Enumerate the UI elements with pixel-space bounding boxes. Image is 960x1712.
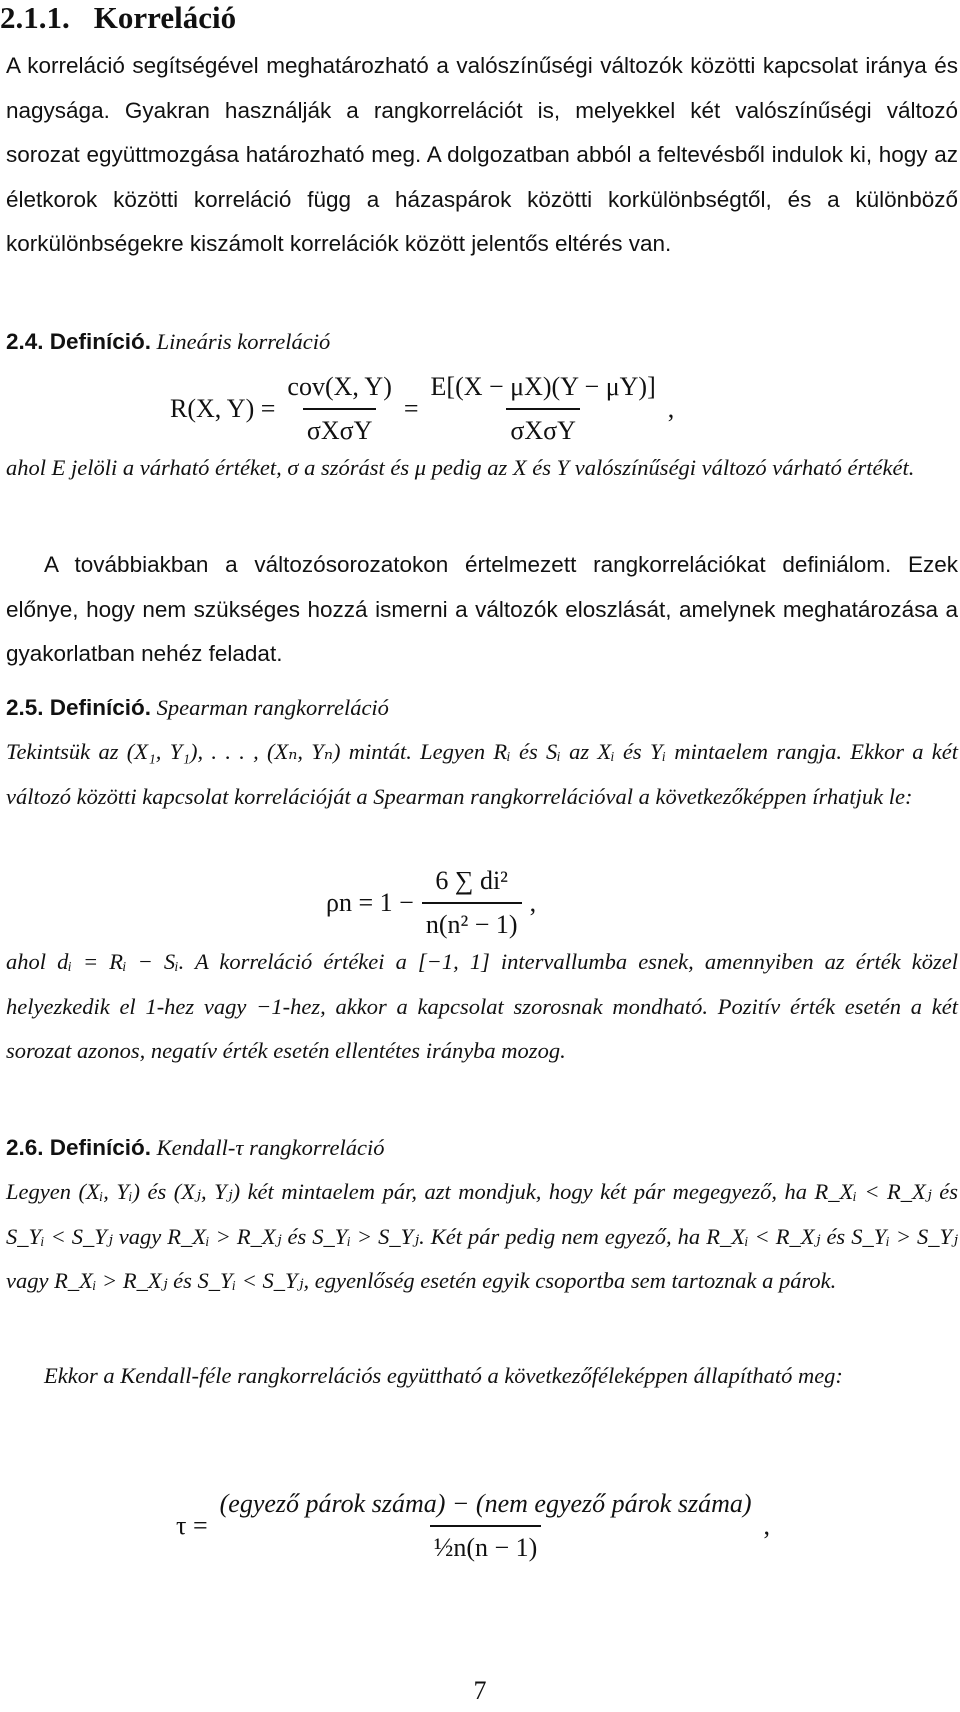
fraction — [427, 372, 660, 446]
rank-correlation-paragraph: A továbbiakban a változósorozatokon értelmezett rangkorrelációkat definiálom. Ezek előnye, hogy nem szükséges hozzá ismerni a változók eloszlását, amelynek meghatározása a gyakorlatban nehéz feladat. — [6, 552, 958, 667]
definition-name: Spearman rangkorreláció — [156, 695, 389, 720]
denominator: ½n(n − 1) — [430, 1525, 541, 1563]
definition-2-5-body: Tekintsük az (X₁, Y₁), . . . , (Xₙ, Yₙ) mintát. Legyen Rᵢ és Sᵢ az Xᵢ és Yᵢ mintaelem rangja. Ekkor a két változó közötti kapcsolat korrelációját a Spearman rangkorrelációval a következőképpen írhatjuk le: — [6, 739, 958, 809]
definition-label: 2.4. Definíció. — [6, 329, 152, 354]
numerator: (egyező párok száma) − (nem egyező párok száma) — [219, 1489, 752, 1518]
equation-punctuation: , — [529, 888, 537, 917]
page-number: 7 — [473, 1676, 487, 1705]
definition-label: 2.5. Definíció. — [6, 695, 152, 720]
denominator: σXσY — [303, 408, 377, 446]
equation-lhs: ρn = 1 − — [326, 888, 414, 917]
fraction — [422, 866, 522, 940]
pearson-equation — [170, 364, 674, 454]
equation-punctuation: , — [763, 1511, 771, 1540]
numerator: cov(X, Y) — [287, 372, 392, 401]
definition-2-5-heading — [6, 686, 958, 731]
spearman-equation — [326, 858, 536, 948]
definition-2-4-heading — [6, 320, 958, 365]
kendall-equation — [176, 1478, 770, 1574]
denominator: n(n² − 1) — [422, 902, 522, 940]
fraction — [216, 1489, 756, 1563]
section-number: 2.1.1. — [0, 0, 70, 35]
denominator: σXσY — [506, 408, 580, 446]
definition-2-5-explanation: ahol dᵢ = Rᵢ − Sᵢ. A korreláció értékei a [−1, 1] intervallumba esnek, amennyiben az érték közel helyezkedik el 1-hez vagy −1-hez, akkor a kapcsolat szorosnak mondható. Pozitív érték esetén a két sorozat azonos, negatív érték esetén ellentétes irányba mozog. — [6, 949, 958, 1064]
definition-label: 2.6. Definíció. — [6, 1135, 152, 1160]
definition-name: Kendall-τ rangkorreláció — [156, 1135, 385, 1160]
definition-2-6-heading — [6, 1126, 958, 1171]
definition-2-4-explanation: ahol E jelöli a várható értéket, σ a szórást és μ pedig az X és Y valószínűségi változó várható értékét. — [6, 455, 915, 480]
equation-punctuation: , — [667, 394, 675, 423]
fraction — [283, 372, 395, 446]
definition-name: Lineáris korreláció — [156, 329, 331, 354]
definition-2-6-body-continued: Ekkor a Kendall-féle rangkorrelációs együttható a következőféleképpen állapítható meg: — [44, 1363, 843, 1388]
numerator: 6 ∑ di² — [435, 866, 508, 895]
intro-paragraph: A korreláció segítségével meghatározható a valószínűségi változók közötti kapcsolat iránya és nagysága. Gyakran használják a rangkorrelációt is, melyekkel két valószínűségi változó sorozat együttmozgása határozható meg. A dolgozatban abból a feltevésből indulok ki, hogy az életkorok közötti korreláció függ a házaspárok közötti korkülönbségtől, és a különböző korkülönbségekre kiszámolt korrelációk között jelentős eltérés van. — [6, 53, 958, 257]
equation-lhs: τ = — [176, 1511, 208, 1540]
equals-sign: = — [403, 394, 419, 423]
section-heading — [0, 0, 236, 36]
definition-2-6-body: Legyen (Xᵢ, Yᵢ) és (Xⱼ, Yⱼ) két mintaelem pár, azt mondjuk, hogy két pár megegyező, ha R_Xᵢ < R_Xⱼ és S_Yᵢ < S_Yⱼ vagy R_Xᵢ > R_Xⱼ és S_Yᵢ > S_Yⱼ. Két pár pedig nem egyező, ha R_Xᵢ < R_Xⱼ és S_Yᵢ > S_Yⱼ vagy R_Xᵢ > R_Xⱼ és S_Yᵢ < S_Yⱼ, egyenlőség esetén egyik csoportba sem tartoznak a párok. — [6, 1179, 958, 1294]
equation-lhs: R(X, Y) = — [170, 394, 276, 423]
section-title: Korreláció — [93, 0, 237, 35]
numerator: E[(X − μX)(Y − μY)] — [430, 372, 656, 401]
